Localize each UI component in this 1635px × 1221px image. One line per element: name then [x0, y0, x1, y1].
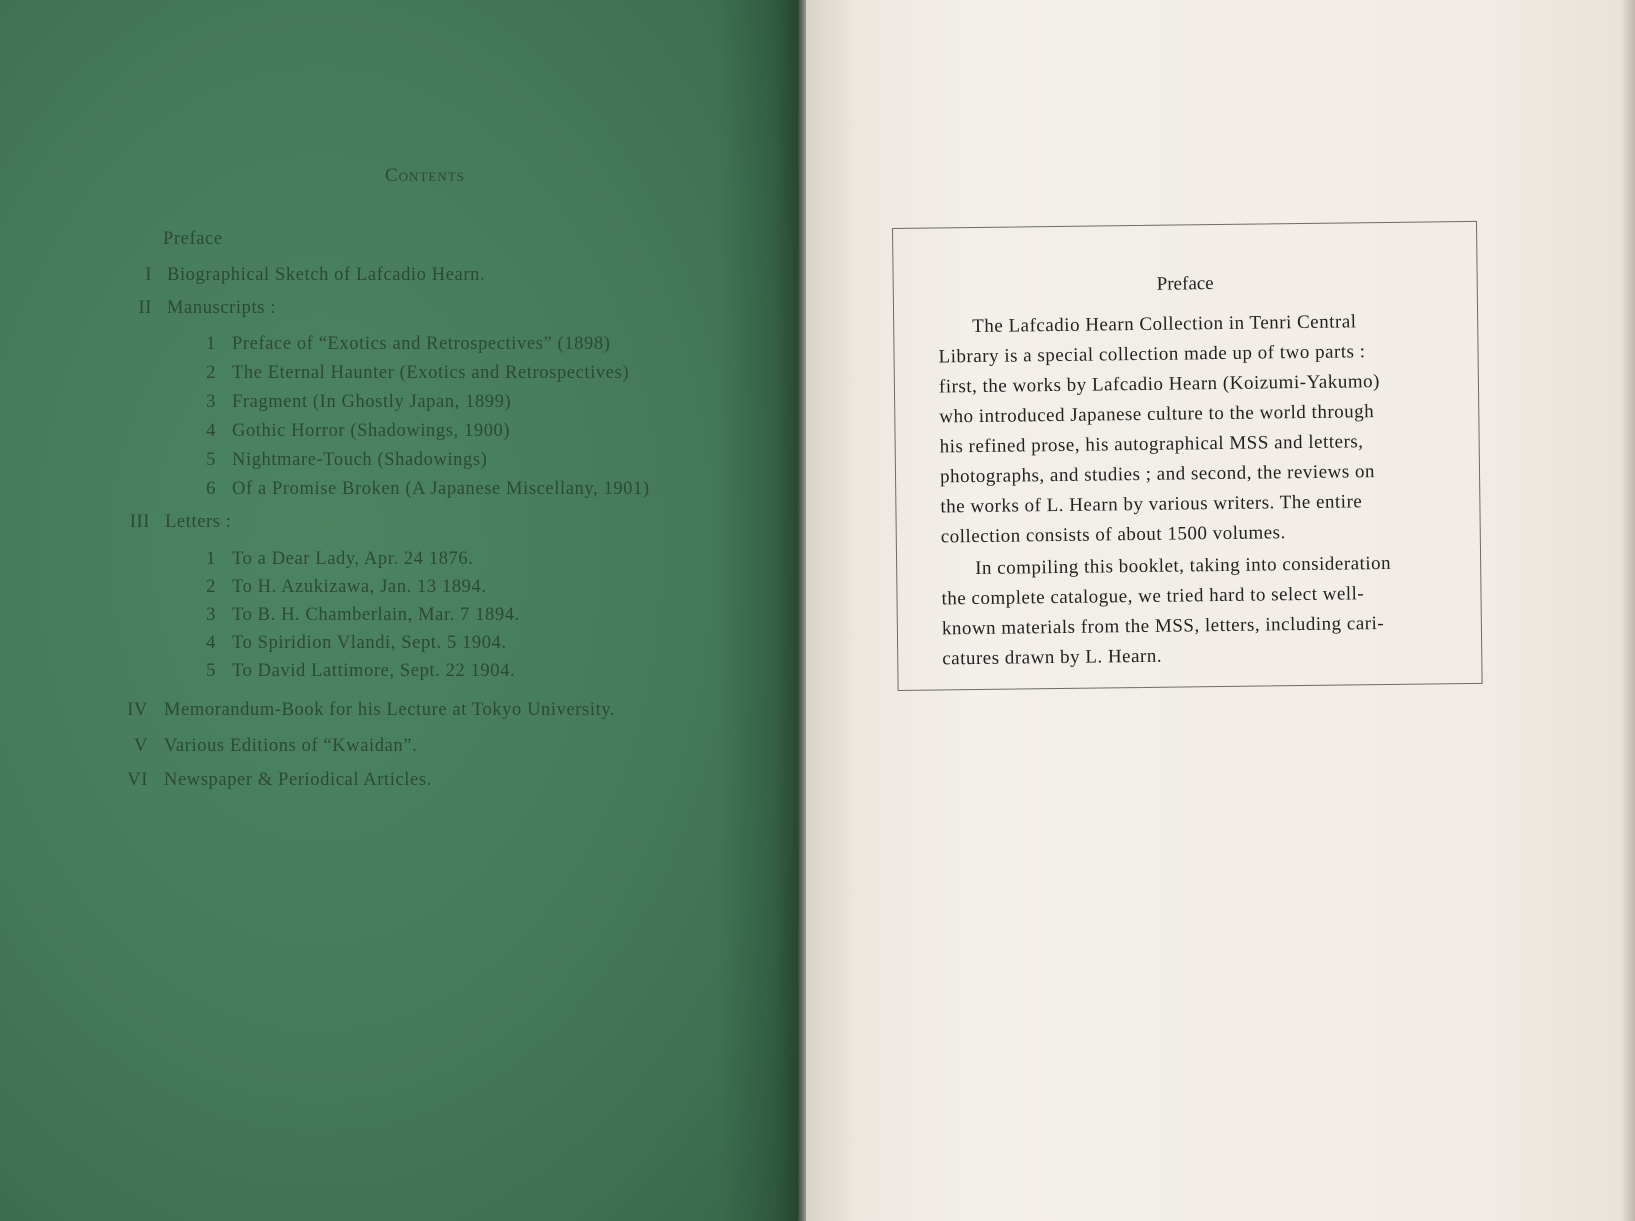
toc-section-number: I [145, 265, 152, 285]
toc-section-number: III [129, 512, 150, 532]
toc-item-number: 2 [206, 363, 216, 383]
toc-item-label: To B. H. Chamberlain, Mar. 7 1894. [232, 605, 520, 625]
preface-box [892, 221, 1483, 691]
toc-section-number: VI [127, 770, 148, 790]
toc-item-number: 4 [206, 421, 216, 441]
left-page-contents [0, 0, 798, 1221]
toc-section-label: Manuscripts : [167, 298, 277, 318]
preface-line: photographs, and studies ; and second, the reviews on [939, 461, 1376, 488]
toc-section-label: Memorandum-Book for his Lecture at Tokyo University. [164, 700, 616, 720]
preface-line: the complete catalogue, we tried hard to select well- [941, 583, 1365, 610]
toc-item-number: 6 [206, 479, 216, 499]
toc-item-label: Fragment (In Ghostly Japan, 1899) [232, 392, 512, 412]
toc-item-label: The Eternal Haunter (Exotics and Retrospectives) [232, 363, 630, 383]
toc-item-label: Gothic Horror (Shadowings, 1900) [232, 421, 511, 441]
preface-line: known materials from the MSS, letters, including cari- [941, 613, 1385, 640]
preface-line: The Lafcadio Hearn Collection in Tenri Central [972, 311, 1357, 338]
preface-line: his refined prose, his autographical MSS and letters, [939, 431, 1364, 458]
toc-section-number: IV [127, 700, 148, 720]
toc-item-number: 3 [206, 392, 216, 412]
preface-line: Library is a special collection made up of two parts : [938, 341, 1366, 368]
toc-preface: Preface [163, 229, 223, 249]
contents-heading: Contents [385, 165, 465, 186]
toc-item-number: 1 [206, 549, 216, 569]
book-gutter [798, 0, 806, 1221]
preface-line: collection consists of about 1500 volumes. [940, 522, 1286, 548]
preface-line: who introduced Japanese culture to the world through [939, 401, 1375, 428]
toc-section-label: Newspaper & Periodical Articles. [164, 770, 432, 790]
toc-item-label: Preface of “Exotics and Retrospectives” (1898) [232, 334, 611, 354]
preface-line: first, the works by Lafcadio Hearn (Koizumi-Yakumo) [938, 371, 1380, 398]
toc-section-label: Letters : [165, 512, 232, 532]
toc-section-label: Biographical Sketch of Lafcadio Hearn. [167, 265, 486, 285]
toc-item-number: 3 [206, 605, 216, 625]
toc-item-number: 5 [206, 661, 216, 681]
toc-item-number: 1 [206, 334, 216, 354]
preface-line: the works of L. Hearn by various writers. The entire [940, 491, 1363, 518]
toc-item-label: To H. Azukizawa, Jan. 13 1894. [232, 577, 487, 597]
preface-line: catures drawn by L. Hearn. [942, 645, 1163, 670]
toc-item-label: To Spiridion Vlandi, Sept. 5 1904. [232, 633, 507, 653]
toc-section-number: II [138, 298, 152, 318]
toc-item-label: Nightmare-Touch (Shadowings) [232, 450, 488, 470]
toc-item-number: 5 [206, 450, 216, 470]
toc-section-number: V [134, 736, 148, 756]
toc-item-label: To David Lattimore, Sept. 22 1904. [232, 661, 516, 681]
toc-item-label: To a Dear Lady, Apr. 24 1876. [232, 549, 474, 569]
toc-section-label: Various Editions of “Kwaidan”. [164, 736, 418, 756]
toc-item-label: Of a Promise Broken (A Japanese Miscellany, 1901) [232, 479, 650, 499]
toc-item-number: 4 [206, 633, 216, 653]
preface-heading: Preface [1156, 273, 1214, 295]
toc-item-number: 2 [206, 577, 216, 597]
preface-line: In compiling this booklet, taking into consideration [975, 552, 1392, 580]
